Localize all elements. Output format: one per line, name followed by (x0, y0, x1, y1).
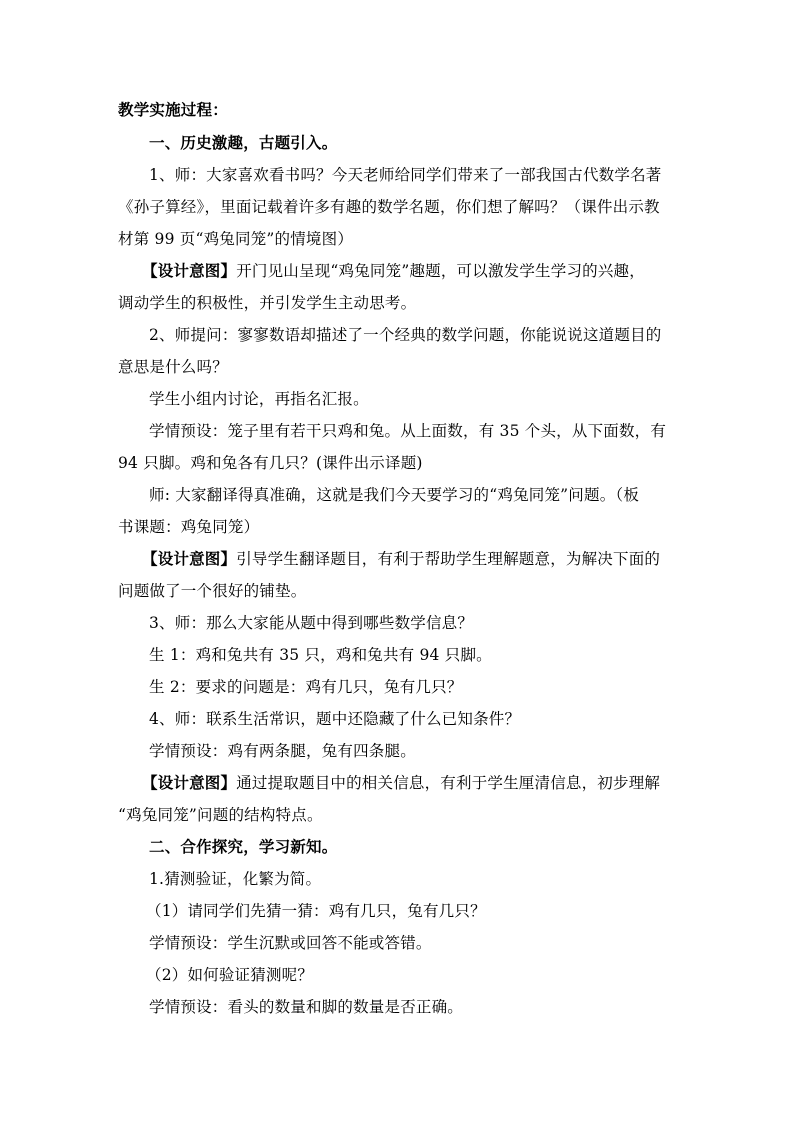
paragraph-4-line-2: 94 只脚。鸡和兔各有几只？(课件出示译题) (118, 454, 423, 472)
design-intent-2-text: 引导学生翻译题目，有利于帮助学生理解题意，为解决下面的 (236, 550, 661, 568)
section-1-title: 一、历史激趣，古题引入。 (149, 133, 338, 152)
doc-heading: 教学实施过程： (118, 100, 228, 119)
paragraph-5-line-2: 书课题：鸡兔同笼） (118, 518, 260, 536)
design-intent-2 (142, 549, 660, 569)
design-intent-label: 【设计意图】 (142, 261, 237, 280)
design-intent-3-text: 通过提取题目中的相关信息，有利于学生厘清信息，初步理解 (236, 774, 661, 792)
paragraph-9: 4、师：联系生活常识，题中还隐藏了什么已知条件？ (149, 710, 521, 728)
design-intent-label: 【设计意图】 (142, 549, 237, 568)
paragraph-12: （1）请同学们先猜一猜：鸡有几只，兔有几只？ (146, 902, 486, 920)
paragraph-6: 3、师：那么大家能从题中得到哪些数学信息？ (149, 614, 474, 632)
paragraph-1-line-3: 材第 99 页“鸡兔同笼”的情境图） (118, 230, 354, 248)
paragraph-4-line-1: 学情预设：笼子里有若干只鸡和兔。从上面数，有 35 个头，从下面数，有 (149, 422, 667, 440)
design-intent-1-line-2: 调动学生的积极性，并引发学生主动思考。 (118, 294, 417, 312)
paragraph-3: 学生小组内讨论，再指名汇报。 (149, 390, 369, 408)
design-intent-3 (142, 773, 660, 793)
design-intent-3-line-2: “鸡兔同笼”问题的结构特点。 (118, 806, 323, 824)
paragraph-14: （2）如何验证猜测呢？ (146, 966, 314, 984)
paragraph-5-line-1: 师: 大家翻译得真准确，这就是我们今天要学习的“鸡兔同笼”问题。（板 (149, 486, 640, 504)
paragraph-10: 学情预设：鸡有两条腿，兔有四条腿。 (149, 742, 416, 760)
paragraph-13: 学情预设：学生沉默或回答不能或答错。 (149, 934, 432, 952)
paragraph-1-line-2: 《孙子算经》，里面记载着许多有趣的数学名题，你们想了解吗？（课件出示教 (118, 198, 660, 216)
paragraph-7: 生 1：鸡和兔共有 35 只，鸡和兔共有 94 只脚。 (149, 646, 492, 664)
paragraph-15: 学情预设：看头的数量和脚的数量是否正确。 (149, 998, 464, 1016)
section-2-title: 二、合作探究，学习新知。 (149, 837, 338, 856)
paragraph-2-line-2: 意思是什么吗？ (118, 358, 228, 376)
paragraph-11: 1.猜测验证，化繁为简。 (149, 870, 322, 888)
design-intent-label: 【设计意图】 (142, 773, 237, 792)
design-intent-1-text: 开门见山呈现“鸡兔同笼”趣题，可以激发学生学习的兴趣， (236, 262, 645, 280)
paragraph-8: 生 2：要求的问题是：鸡有几只，兔有几只？ (149, 678, 463, 696)
design-intent-2-line-2: 问题做了一个很好的铺垫。 (118, 582, 307, 600)
paragraph-1-line-1: 1、师：大家喜欢看书吗？今天老师给同学们带来了一部我国古代数学名著 (149, 166, 662, 184)
design-intent-1 (142, 261, 645, 281)
paragraph-2-line-1: 2、师提问：寥寥数语却描述了一个经典的数学问题，你能说说这道题目的 (149, 326, 662, 344)
